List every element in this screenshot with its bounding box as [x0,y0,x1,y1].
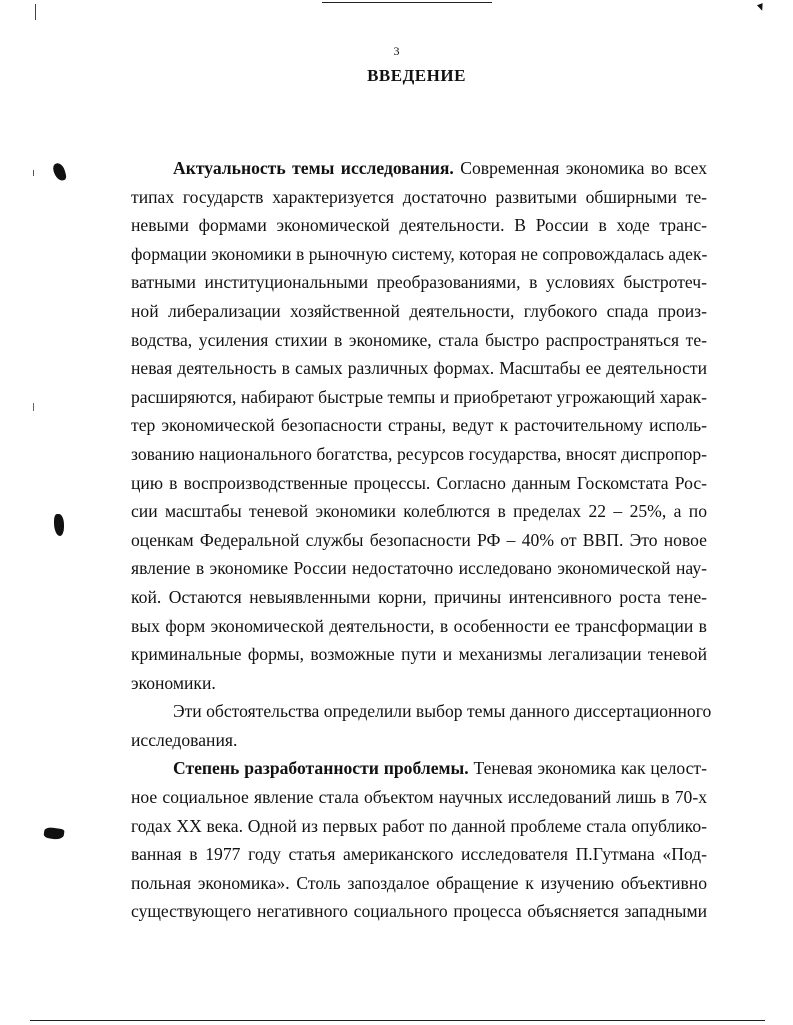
page-title: ВВЕДЕНИЕ [367,66,466,85]
text-line: экономики. [131,672,216,693]
text-line: Степень разработанности проблемы. Теневая экономика как целост- [173,758,707,779]
binding-hole-mark [52,162,67,182]
text-line: вых форм экономической деятельности, в особенности ее трансформации в [131,615,707,636]
scan-edge-line-bottom [30,1020,765,1021]
text-line: невая деятельность в самых различных формах. Масштабы ее деятельности [131,358,707,379]
text-line: оценкам Федеральной службы безопасности РФ – 40% от ВВП. Это новое [131,529,707,550]
text-line: расширяются, набирают быстрые темпы и приобретают угрожающий харак- [131,386,707,407]
page-number: 3 [393,44,400,58]
text-line: цию в воспроизводственные процессы. Согласно данным Госкомстата Рос- [131,472,707,493]
text-line: существующего негативного социального процесса объясняется западными [131,901,707,922]
text-line: ной либерализации хозяйственной деятельности, глубокого спада произ- [131,300,707,321]
scan-tick-mark [33,403,34,411]
text-line: годах XX века. Одной из первых работ по данной проблеме стала опублико- [131,815,707,836]
text-line: формации экономики в рыночную систему, которая не сопровождалась адек- [131,243,708,264]
binding-hole-mark [54,514,64,536]
text-line: зованию национального богатства, ресурсов государства, вносят диспропор- [131,443,707,464]
text-line: сии масштабы теневой экономики колеблются в пределах 22 – 25%, а по [131,501,707,522]
section-lead-heading: Актуальность темы исследования. [173,158,454,178]
text-line: Эти обстоятельства определили выбор темы данного диссертационного [173,701,712,722]
section-lead-heading: Степень разработанности проблемы. [173,758,469,779]
text-line: невыми формами экономической деятельности. В России в ходе транс- [131,215,707,236]
binding-hole-mark [43,827,64,841]
text-line: криминальные формы, возможные пути и механизмы легализации теневой [131,644,707,665]
text-line: исследования. [131,729,238,750]
scan-tick-mark [35,4,36,20]
text-line: ное социальное явление стала объектом научных исследований лишь в 70-х [131,787,707,808]
text-line: водства, усиления стихии в экономике, стала быстро распространяться те- [131,329,707,350]
scan-tick-mark [33,170,34,176]
text-line: явление в экономике России недостаточно исследовано экономической нау- [131,558,707,579]
text-line: Актуальность темы исследования. Современная экономика во всех [173,158,707,178]
scan-edge-line-top [322,2,492,3]
text-line: тер экономической безопасности страны, ведут к расточительному исполь- [131,415,707,436]
scan-corner-mark [757,3,765,12]
text-line: ванная в 1977 году статья американского исследователя П.Гутмана «Под- [131,844,707,865]
document-body [131,154,712,926]
text-line: ватными институциональными преобразованиями, в условиях быстротеч- [131,272,707,293]
text-line: кой. Остаются невыявленными корни, причины интенсивного роста тене- [131,586,707,607]
text-line: польная экономика». Столь запоздалое обращение к изучению объективно [131,872,707,893]
text-line: типах государств характеризуется достаточно развитыми обширными те- [131,186,707,207]
